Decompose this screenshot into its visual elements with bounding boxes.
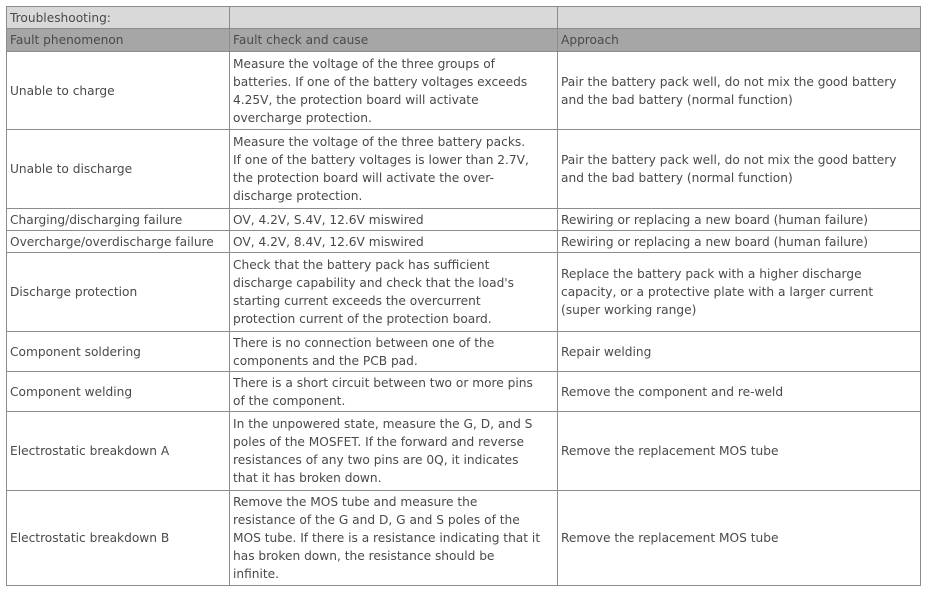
- fault-phenomenon-cell: Electrostatic breakdown B: [7, 491, 230, 586]
- fault-cause-cell: There is no connection between one of the components and the PCB pad.: [230, 332, 558, 372]
- table-row: [7, 332, 921, 372]
- troubleshooting-table: [6, 6, 921, 586]
- table-row: [7, 52, 921, 130]
- title-row: [7, 7, 921, 29]
- table-row: [7, 491, 921, 586]
- fault-phenomenon-cell: Unable to charge: [7, 52, 230, 130]
- title-blank-cell: [558, 7, 921, 29]
- table-row: [7, 412, 921, 491]
- fault-phenomenon-cell: Component soldering: [7, 332, 230, 372]
- header-approach: Approach: [558, 29, 921, 52]
- approach-cell: Pair the battery pack well, do not mix the good battery and the bad battery (normal function): [558, 130, 921, 209]
- fault-cause-cell: Measure the voltage of the three battery packs. If one of the battery voltages is lower than 2.7V, the protection board will activate the over- discharge protection.: [230, 130, 558, 209]
- approach-cell: Pair the battery pack well, do not mix the good battery and the bad battery (normal function): [558, 52, 921, 130]
- fault-phenomenon-cell: Electrostatic breakdown A: [7, 412, 230, 491]
- approach-cell: Remove the replacement MOS tube: [558, 412, 921, 491]
- table-title: Troubleshooting:: [7, 7, 230, 29]
- approach-cell: Rewiring or replacing a new board (human failure): [558, 209, 921, 231]
- title-blank-cell: [230, 7, 558, 29]
- approach-cell: Rewiring or replacing a new board (human failure): [558, 231, 921, 253]
- table-row: [7, 372, 921, 412]
- approach-cell: Replace the battery pack with a higher discharge capacity, or a protective plate with a larger current (super working range): [558, 253, 921, 332]
- table-row: [7, 231, 921, 253]
- fault-phenomenon-cell: Component welding: [7, 372, 230, 412]
- approach-cell: Remove the component and re-weld: [558, 372, 921, 412]
- fault-phenomenon-cell: Overcharge/overdischarge failure: [7, 231, 230, 253]
- approach-cell: Remove the replacement MOS tube: [558, 491, 921, 586]
- fault-cause-cell: OV, 4.2V, 8.4V, 12.6V miswired: [230, 231, 558, 253]
- header-fault-phenomenon: Fault phenomenon: [7, 29, 230, 52]
- fault-cause-cell: Measure the voltage of the three groups of batteries. If one of the battery voltages exceeds 4.25V, the protection board will activate overcharge protection.: [230, 52, 558, 130]
- fault-cause-cell: In the unpowered state, measure the G, D, and S poles of the MOSFET. If the forward and reverse resistances of any two pins are 0Q, it indicates that it has broken down.: [230, 412, 558, 491]
- fault-phenomenon-cell: Discharge protection: [7, 253, 230, 332]
- fault-phenomenon-cell: Unable to discharge: [7, 130, 230, 209]
- fault-phenomenon-cell: Charging/discharging failure: [7, 209, 230, 231]
- table-row: [7, 253, 921, 332]
- table-row: [7, 209, 921, 231]
- header-fault-check-cause: Fault check and cause: [230, 29, 558, 52]
- header-row: [7, 29, 921, 52]
- fault-cause-cell: Remove the MOS tube and measure the resistance of the G and D, G and S poles of the MOS tube. If there is a resistance indicating that it has broken down, the resistance should be infinite.: [230, 491, 558, 586]
- fault-cause-cell: OV, 4.2V, S.4V, 12.6V miswired: [230, 209, 558, 231]
- approach-cell: Repair welding: [558, 332, 921, 372]
- fault-cause-cell: Check that the battery pack has sufficient discharge capability and check that the load's starting current exceeds the overcurrent protection current of the protection board.: [230, 253, 558, 332]
- fault-cause-cell: There is a short circuit between two or more pins of the component.: [230, 372, 558, 412]
- table-row: [7, 130, 921, 209]
